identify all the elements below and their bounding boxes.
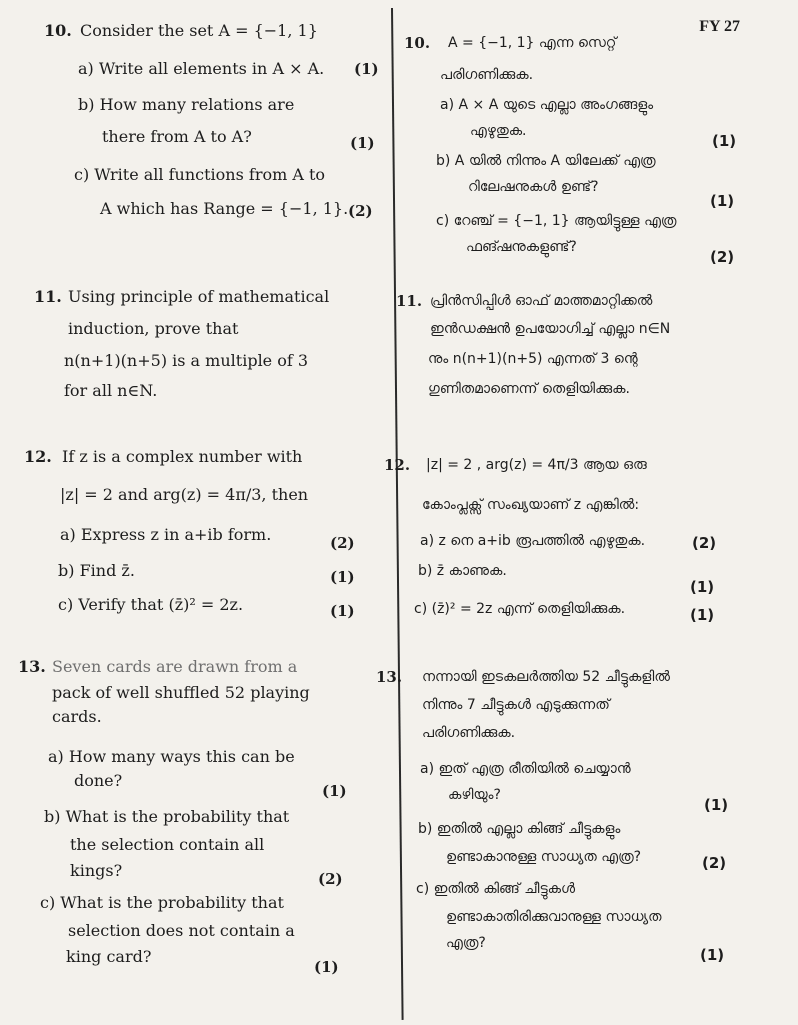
part-b-line1: b) ഇതിൽ എല്ലാ കിങ്ങ് ചീട്ടുകളും: [418, 821, 621, 837]
part-a-marks: (2): [692, 534, 717, 552]
part-b-marks: (1): [690, 578, 715, 596]
question-line1: A = {−1, 1} എന്ന സെറ്റ്: [448, 35, 617, 51]
part-c-marks: (1): [314, 958, 339, 976]
question-line4: ഗുണിതമാണെന്ന് തെളിയിക്കുക.: [428, 381, 630, 397]
page-code: FY 27: [699, 18, 740, 35]
part-c-marks: (1): [690, 606, 715, 624]
part-c-line1: c) Write all functions from A to: [74, 165, 326, 184]
question-line1: Seven cards are drawn from a: [52, 657, 298, 676]
part-a: a) z നെ a+ib രൂപത്തിൽ എഴുതുക.: [420, 533, 646, 549]
part-c-line1: c) ഇതിൽ കിങ്ങ് ചീട്ടുകൾ: [416, 881, 576, 897]
question-11-ml: [396, 288, 766, 408]
part-b-line1: b) A യിൽ നിന്നും A യിലേക്ക് എത്ര: [436, 153, 656, 169]
part-a-line2: done?: [74, 771, 123, 790]
part-a-line1: a) ഇത് എത്ര രീതിയിൽ ചെയ്യാൻ: [420, 761, 631, 777]
question-line2: കോംപ്ലക്സ് സംഖ്യയാണ് z എങ്കിൽ:: [422, 497, 640, 513]
part-b: b) z̄ കാണുക.: [418, 563, 507, 579]
part-b-marks: (2): [702, 854, 727, 872]
question-line1: If z is a complex number with: [62, 447, 303, 466]
part-a-line1: a) A × A യുടെ എല്ലാ അംഗങ്ങളും: [440, 97, 654, 113]
part-b-marks: (1): [350, 134, 375, 152]
question-line2: pack of well shuffled 52 playing: [52, 683, 310, 702]
part-a-marks: (1): [704, 796, 729, 814]
question-12-en: [24, 442, 374, 632]
part-c-line1: c) റേഞ്ച് = {−1, 1} ആയിട്ടുള്ള എത്ര: [436, 213, 677, 229]
part-c-line2: selection does not contain a: [68, 921, 295, 940]
part-a-marks: (2): [330, 534, 355, 552]
question-13-ml: [376, 664, 766, 964]
part-b-line1: b) What is the probability that: [44, 807, 290, 826]
part-c-marks: (1): [700, 946, 725, 964]
part-a: a) Express z in a+ib form.: [60, 525, 272, 544]
part-c: c) Verify that (z̄)² = 2z.: [58, 595, 244, 614]
question-line1: പ്രിൻസിപ്പിൾ ഓഫ് മാത്തമാറ്റിക്കൽ: [430, 293, 653, 309]
part-a-line1: a) How many ways this can be: [48, 747, 295, 766]
part-b-marks: (1): [710, 192, 735, 210]
part-b-line1: b) How many relations are: [78, 95, 295, 114]
question-line2: induction, prove that: [68, 319, 239, 338]
part-a-line2: കഴിയും?: [448, 787, 501, 803]
part-b-line2: റിലേഷനുകൾ ഉണ്ട്?: [468, 179, 599, 195]
question-line4: for all n∈N.: [64, 381, 158, 400]
part-c-line3: എത്ര?: [446, 935, 486, 951]
question-10-en: [44, 16, 384, 226]
question-number: 11.: [396, 292, 423, 310]
part-c: c) (z̄)² = 2z എന്ന് തെളിയിക്കുക.: [414, 601, 626, 617]
part-a-marks: (1): [322, 782, 347, 800]
question-line3: n(n+1)(n+5) is a multiple of 3: [64, 351, 309, 370]
question-line1: നന്നായി ഇടകലർത്തിയ 52 ചീട്ടുകളിൽ: [422, 669, 670, 685]
question-10-ml: [404, 30, 764, 270]
question-line2: നിന്നും 7 ചീട്ടുകൾ എടുക്കുന്നത്: [422, 697, 610, 713]
question-13-en: [18, 652, 368, 982]
part-a-marks: (1): [712, 132, 737, 150]
part-b-marks: (2): [318, 870, 343, 888]
question-line2: പരിഗണിക്കുക.: [440, 67, 534, 83]
question-number: 11.: [34, 287, 62, 306]
question-line2: ഇൻഡക്ഷൻ ഉപയോഗിച്ച് എല്ലാ n∈N: [430, 321, 671, 337]
question-line2: |z| = 2 and arg(z) = 4π/3, then: [60, 485, 309, 504]
part-c-line2: ഉണ്ടാകാതിരിക്കുവാനുള്ള സാധ്യത: [446, 909, 662, 925]
part-c-line2: ഫങ്ഷനുകളുണ്ട്?: [466, 239, 577, 255]
question-number: 10.: [404, 34, 431, 52]
part-b-line2: there from A to A?: [102, 127, 252, 146]
question-line1: Using principle of mathematical: [68, 287, 330, 306]
question-stem: Consider the set A = {−1, 1}: [80, 21, 318, 40]
part-b-line2: ഉണ്ടാകാനുള്ള സാധ്യത എത്ര?: [446, 849, 642, 865]
question-12-ml: [384, 452, 764, 632]
part-c-line3: king card?: [66, 947, 152, 966]
part-c-line2: A which has Range = {−1, 1}.: [100, 199, 349, 218]
question-number: 12.: [384, 456, 411, 474]
part-c-line1: c) What is the probability that: [40, 893, 284, 912]
question-number: 10.: [44, 21, 72, 40]
question-11-en: [34, 282, 374, 412]
part-a-line2: എഴുതുക.: [470, 123, 527, 139]
question-line3: cards.: [52, 707, 102, 726]
question-number: 13.: [376, 668, 403, 686]
part-b-marks: (1): [330, 568, 355, 586]
question-line3: പരിഗണിക്കുക.: [422, 725, 516, 741]
question-number: 12.: [24, 447, 52, 466]
part-c-marks: (2): [348, 202, 373, 220]
part-c-marks: (1): [330, 602, 355, 620]
question-line3: നും n(n+1)(n+5) എന്നത് 3 ന്റെ: [428, 351, 638, 367]
part-c-marks: (2): [710, 248, 735, 266]
question-number: 13.: [18, 657, 46, 676]
part-b-line3: kings?: [70, 861, 123, 880]
question-line1: |z| = 2 , arg(z) = 4π/3 ആയ ഒരു: [426, 457, 647, 473]
part-a: a) Write all elements in A × A.: [78, 59, 325, 78]
part-b: b) Find z̄.: [58, 561, 135, 580]
part-b-line2: the selection contain all: [70, 835, 265, 854]
part-a-marks: (1): [354, 60, 379, 78]
